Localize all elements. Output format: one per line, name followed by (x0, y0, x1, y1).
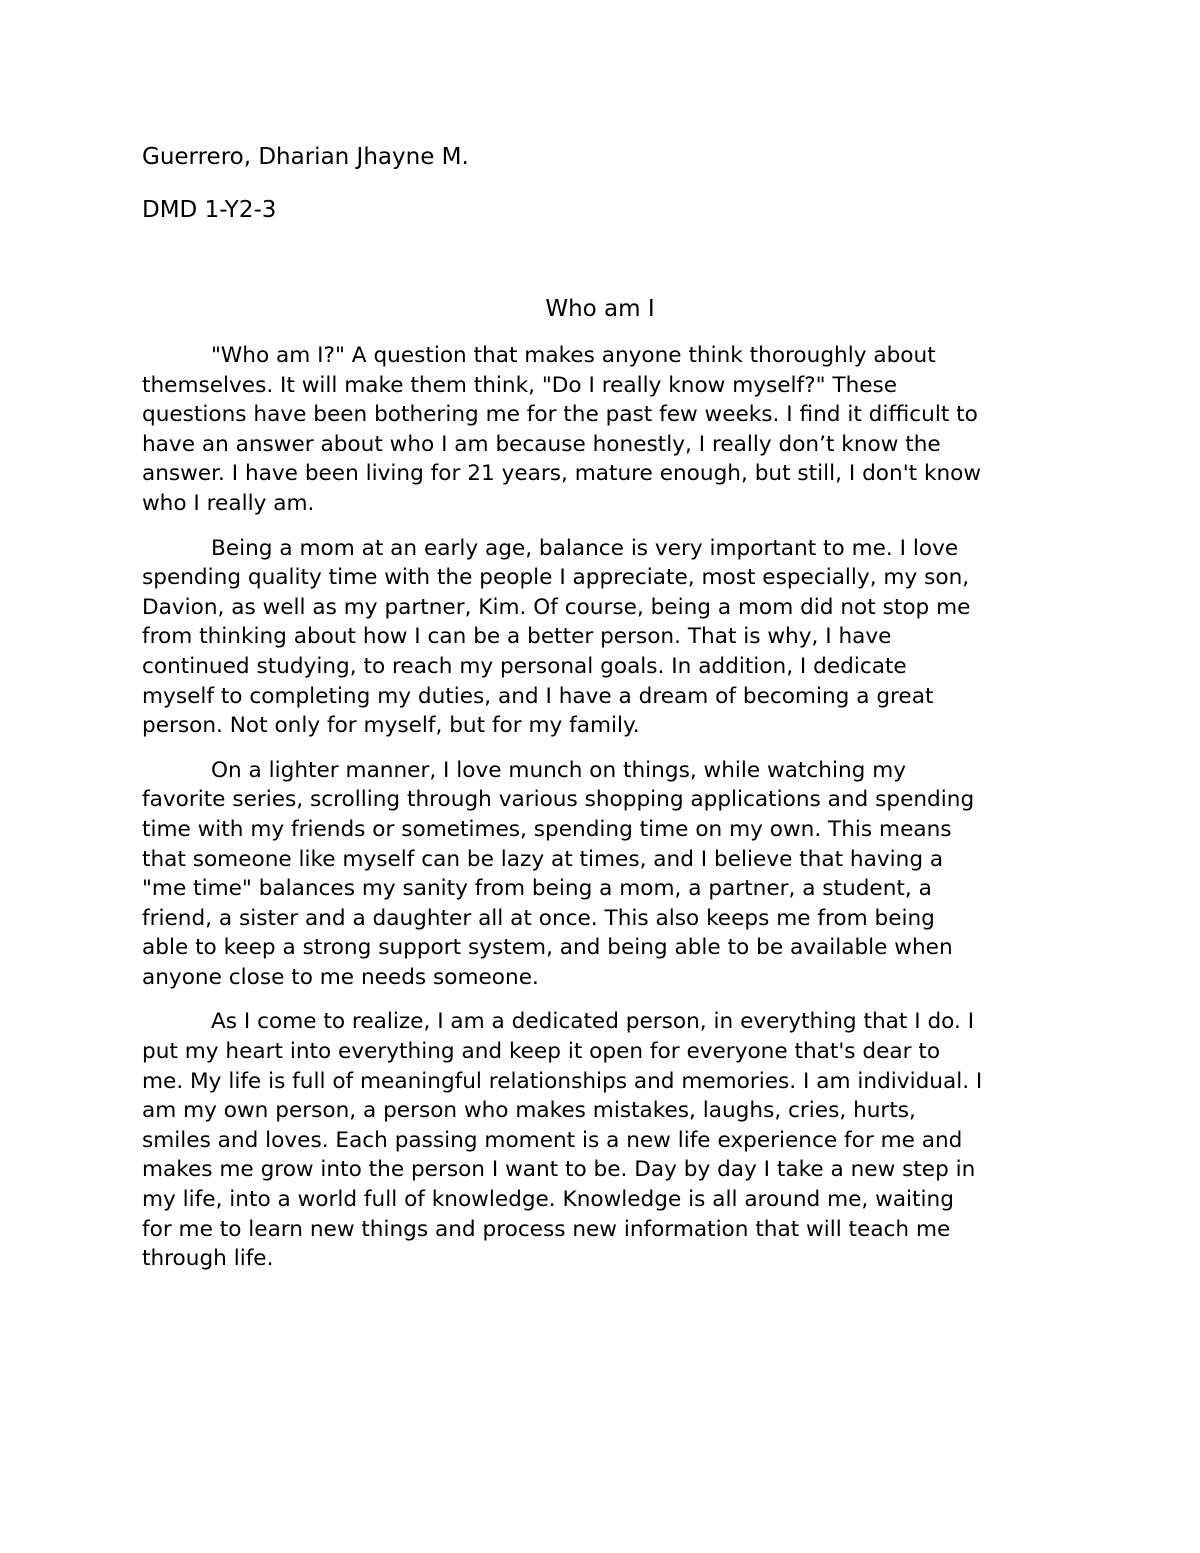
paragraph-line: themselves. It will make them think, "Do I really know myself?" These (142, 372, 898, 398)
paragraph-3 (142, 756, 1072, 993)
essay-body (142, 341, 1072, 1289)
paragraph-line: friend, a sister and a daughter all at once. This also keeps me from being (142, 905, 935, 931)
paragraph-line: who I really am. (142, 490, 315, 516)
paragraph-line: questions have been bothering me for the past few weeks. I find it difficult to (142, 402, 978, 428)
paragraph-line: smiles and loves. Each passing moment is a new life experience for me and (142, 1127, 963, 1153)
paragraph-line: me. My life is full of meaningful relationships and memories. I am individual. I (142, 1068, 983, 1094)
paragraph-line: from thinking about how I can be a better person. That is why, I have (142, 624, 892, 650)
essay-title: Who am I (545, 296, 655, 322)
paragraph-2 (142, 534, 1072, 741)
paragraph-line: favorite series, scrolling through various shopping applications and spending (142, 787, 975, 813)
paragraph-line: "me time" balances my sanity from being a mom, a partner, a student, a (142, 876, 932, 902)
paragraph-4 (142, 1007, 1072, 1273)
paragraph-line: anyone close to me needs someone. (142, 964, 539, 990)
paragraph-line: able to keep a strong support system, and being able to be available when (142, 935, 953, 961)
paragraph-line: through life. (142, 1246, 274, 1272)
paragraph-line: Being a mom at an early age, balance is very important to me. I love (211, 535, 959, 561)
paragraph-line: Davion, as well as my partner, Kim. Of course, being a mom did not stop me (142, 594, 971, 620)
paragraph-1 (142, 341, 1072, 519)
paragraph-line: As I come to realize, I am a dedicated person, in everything that I do. I (211, 1009, 975, 1035)
paragraph-line: my life, into a world full of knowledge. Knowledge is all around me, waiting (142, 1187, 954, 1213)
paragraph-line: myself to completing my duties, and I have a dream of becoming a great (142, 683, 934, 709)
paragraph-line: answer. I have been living for 21 years, mature enough, but still, I don't know (142, 461, 982, 487)
paragraph-line: continued studying, to reach my personal goals. In addition, I dedicate (142, 653, 907, 679)
paragraph-line: person. Not only for myself, but for my family. (142, 713, 640, 739)
paragraph-line: put my heart into everything and keep it open for everyone that's dear to (142, 1039, 941, 1065)
paragraph-line: am my own person, a person who makes mistakes, laughs, cries, hurts, (142, 1098, 916, 1124)
paragraph-line: makes me grow into the person I want to be. Day by day I take a new step in (142, 1157, 976, 1183)
paragraph-line: for me to learn new things and process new information that will teach me (142, 1216, 951, 1242)
course-section: DMD 1-Y2-3 (142, 197, 277, 223)
author-name: Guerrero, Dharian Jhayne M. (142, 144, 469, 170)
paragraph-line: have an answer about who I am because honestly, I really don’t know the (142, 431, 941, 457)
paragraph-line: time with my friends or sometimes, spending time on my own. This means (142, 816, 952, 842)
paragraph-line: "Who am I?" A question that makes anyone think thoroughly about (211, 343, 936, 368)
paragraph-line: On a lighter manner, I love munch on things, while watching my (211, 757, 907, 783)
paragraph-line: that someone like myself can be lazy at times, and I believe that having a (142, 846, 944, 872)
paragraph-line: spending quality time with the people I appreciate, most especially, my son, (142, 565, 970, 591)
